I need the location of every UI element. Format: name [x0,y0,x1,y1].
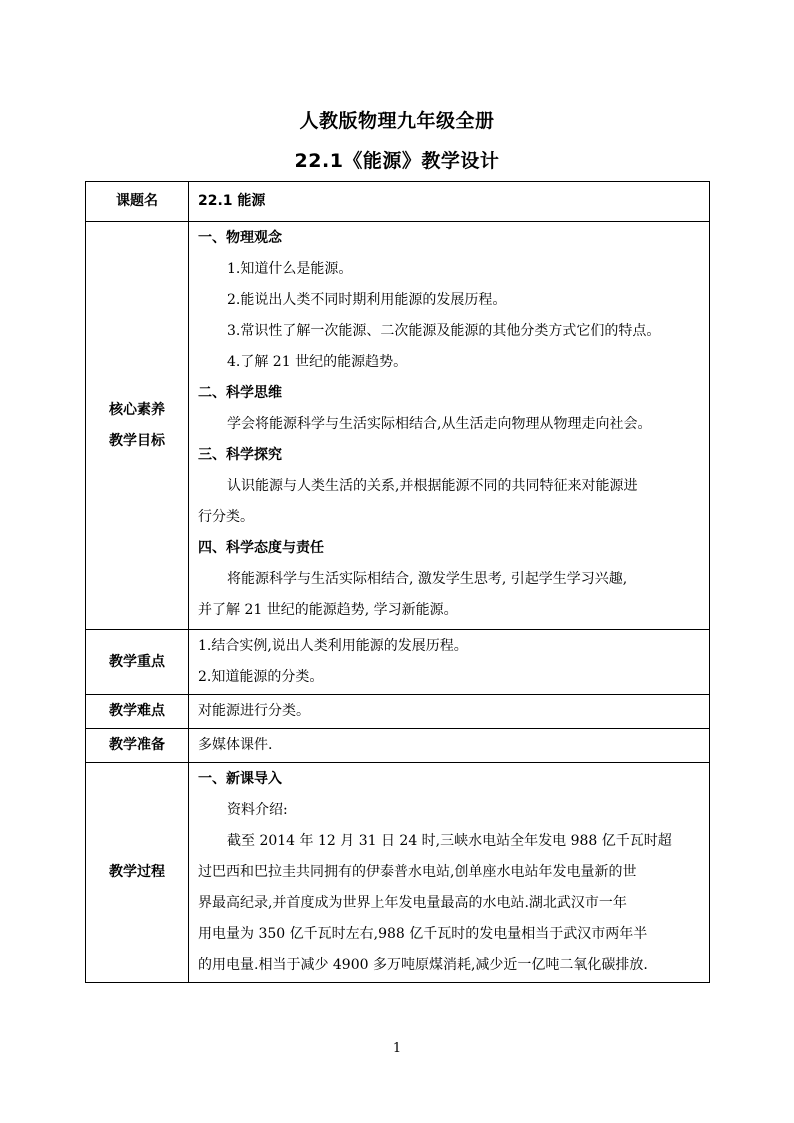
goals-item: 认识能源与人类生活的关系,并根据能源不同的共同特征来对能源进 [227,478,638,494]
process-label: 教学过程 [86,763,189,983]
process-paragraph-continued: 界最高纪录,并首度成为世界上年发电量最高的水电站.湖北武汉市一年 [198,895,627,911]
goals-item: 将能源科学与生活实际相结合, 激发学生思考, 引起学生学习兴趣, [227,571,628,587]
goals-item: 学会将能源科学与生活实际相结合,从生活走向物理从物理走向社会。 [227,416,652,432]
difficulty-label: 教学难点 [86,695,189,729]
goals-label-line1: 核心素养 [109,401,165,418]
process-heading-intro: 一、新课导入 [198,771,282,787]
goals-label-line2: 教学目标 [109,432,165,449]
goals-item: 4.了解 21 世纪的能源趋势。 [227,354,408,370]
topic-value: 22.1 能源 [198,193,266,209]
process-paragraph-continued: 过巴西和巴拉圭共同拥有的伊泰普水电站,创单座水电站年发电量新的世 [198,864,637,880]
table-row-difficulty [86,695,710,729]
goals-heading-inquiry: 三、科学探究 [198,447,282,463]
process-paragraph-continued: 的用电量.相当于减少 4900 多万吨原煤消耗,减少近一亿吨二氧化碳排放. [198,957,648,973]
table-row-key-points [86,630,710,695]
topic-label: 课题名 [86,182,189,222]
document-subtitle: 22.1《能源》教学设计 [294,150,500,172]
goals-label [86,222,189,630]
document-title: 人教版物理九年级全册 [299,110,495,132]
goals-item: 3.常识性了解一次能源、二次能源及能源的其他分类方式它们的特点。 [227,323,661,339]
goals-item: 1.知道什么是能源。 [227,261,353,277]
goals-item: 2.能说出人类不同时期利用能源的发展历程。 [227,292,507,308]
goals-item-continued: 并了解 21 世纪的能源趋势, 学习新能源。 [198,602,458,618]
preparation-value: 多媒体课件. [198,737,273,753]
page-number: 1 [392,1041,402,1056]
goals-heading-attitude: 四、科学态度与责任 [198,540,324,556]
goals-item-continued: 行分类。 [198,509,254,525]
table-row-topic [86,182,710,222]
key-point-item: 1.结合实例,说出人类利用能源的发展历程。 [198,638,468,654]
goals-heading-concept: 一、物理观念 [198,230,282,246]
process-paragraph-continued: 用电量为 350 亿千瓦时左右,988 亿千瓦时的发电量相当于武汉市两年半 [198,926,648,942]
goals-heading-thinking: 二、科学思维 [198,385,282,401]
difficulty-value: 对能源进行分类。 [198,703,310,719]
table-row-preparation [86,729,710,763]
table-row-goals [86,222,710,630]
process-paragraph: 资料介绍: [227,802,288,818]
process-paragraph: 截至 2014 年 12 月 31 日 24 时,三峡水电站全年发电 988 亿千瓦时超 [227,833,672,849]
key-point-item: 2.知道能源的分类。 [198,669,324,685]
table-row-process [86,763,710,983]
preparation-label: 教学准备 [86,729,189,763]
key-points-label: 教学重点 [86,630,189,695]
lesson-plan-table [85,181,710,983]
